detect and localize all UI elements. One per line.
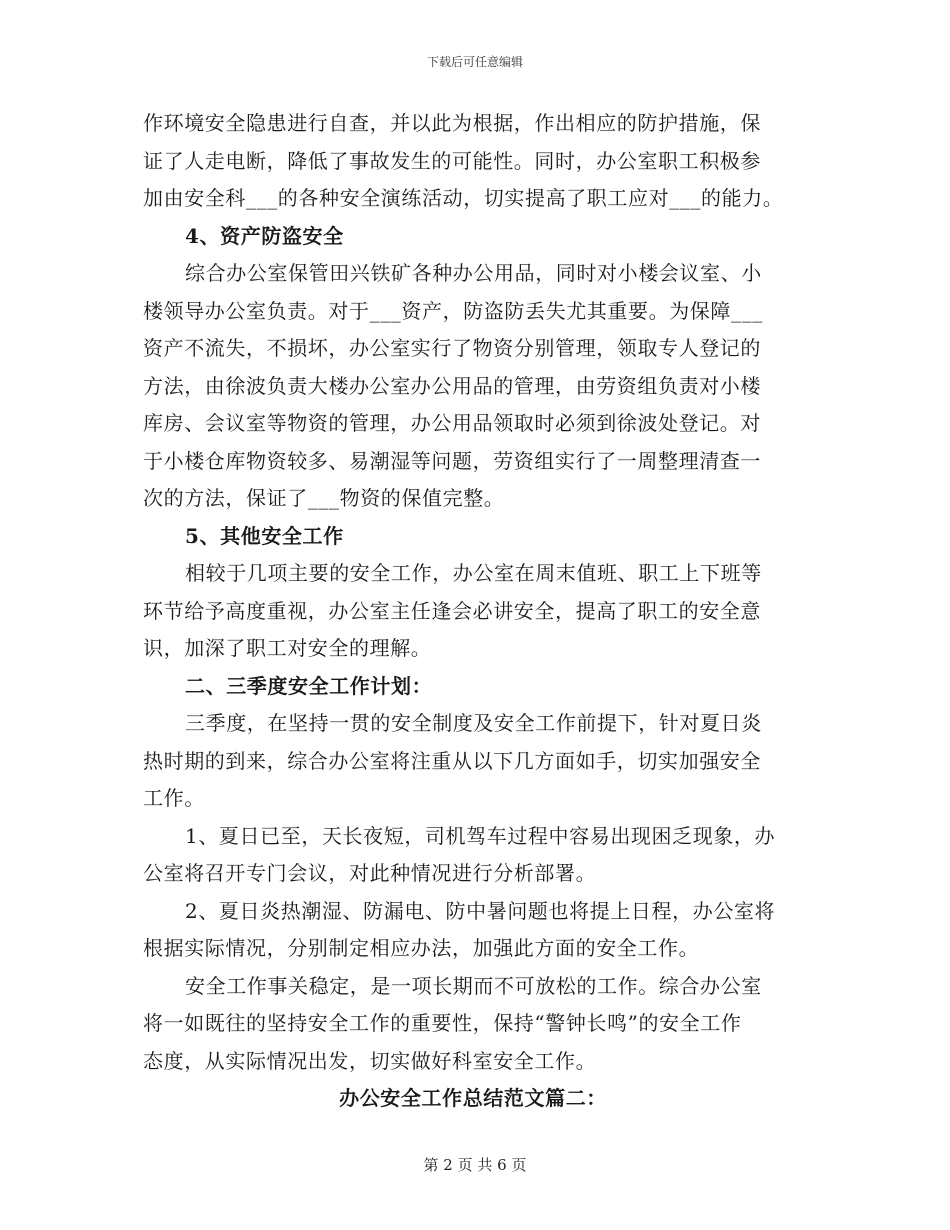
- page-header-note: 下载后可任意编辑: [426, 55, 523, 69]
- paragraph-line: 2、夏日炎热潮湿、防漏电、防中暑问题也将提上日程，办公室将: [185, 898, 776, 923]
- section-heading-asset-security: 4、资产防盗安全: [185, 223, 344, 248]
- section-heading-q3-plan: 二、三季度安全工作计划：: [185, 673, 433, 698]
- section-heading-other-security: 5、其他安全工作: [185, 523, 344, 548]
- paragraph-line: 根据实际情况，分别制定相应办法，加强此方面的安全工作。: [143, 936, 700, 960]
- paragraph-line: 安全工作事关稳定，是一项长期而不可放松的工作。综合办公室: [185, 973, 762, 998]
- paragraph-line: 态度，从实际情况出发，切实做好科室安全工作。: [143, 1048, 597, 1073]
- paragraph-line: 作环境安全隐患进行自查，并以此为根据，作出相应的防护措施，保: [143, 111, 761, 135]
- paragraph-line: 加由安全科___的各种安全演练活动，切实提高了职工应对___的能力。: [143, 186, 784, 210]
- paragraph-line: 楼领导办公室负责。对于___资产，防盗防丢失尤其重要。为保障___: [143, 298, 763, 323]
- paragraph-line: 1、夏日已至，天长夜短，司机驾车过程中容易出现困乏现象，办: [185, 823, 776, 848]
- document-body: [143, 105, 803, 1118]
- paragraph-line: 热时期的到来，综合办公室将注重从以下几方面如手，切实加强安全: [143, 748, 761, 773]
- paragraph-line: 于小楼仓库物资较多、易潮湿等问题，劳资组实行了一周整理清查一: [143, 448, 761, 473]
- paragraph-line: 证了人走电断，降低了事故发生的可能性。同时，办公室职工积极参: [143, 148, 761, 173]
- paragraph-line: 公室将召开专门会议，对此种情况进行分析部署。: [143, 861, 597, 885]
- paragraph-line: 库房、会议室等物资的管理，办公用品领取时必须到徐波处登记。对: [143, 411, 761, 435]
- paragraph-line: 相较于几项主要的安全工作，办公室在周末值班、职工上下班等: [185, 561, 762, 585]
- paragraph-line: 次的方法，保证了___物资的保值完整。: [143, 486, 505, 510]
- page-number-footer: 第 2 页 共 6 页: [423, 1156, 527, 1174]
- paragraph-line: 环节给予高度重视，办公室主任逢会必讲安全，提高了职工的安全意: [143, 598, 761, 623]
- paragraph-line: 工作。: [143, 786, 205, 810]
- paragraph-line: 将一如既往的坚持安全工作的重要性，保持“警钟长鸣”的安全工作: [143, 1011, 742, 1035]
- paragraph-line: 综合办公室保管田兴铁矿各种办公用品，同时对小楼会议室、小: [185, 261, 762, 285]
- paragraph-line: 识，加深了职工对安全的理解。: [143, 636, 432, 660]
- article-title-part-two: 办公安全工作总结范文篇二：: [339, 1086, 607, 1110]
- paragraph-line: 三季度，在坚持一贯的安全制度及安全工作前提下，针对夏日炎: [185, 711, 762, 735]
- paragraph-line: 方法，由徐波负责大楼办公室办公用品的管理，由劳资组负责对小楼: [143, 373, 761, 398]
- paragraph-line: 资产不流失，不损坏，办公室实行了物资分别管理，领取专人登记的: [143, 336, 761, 360]
